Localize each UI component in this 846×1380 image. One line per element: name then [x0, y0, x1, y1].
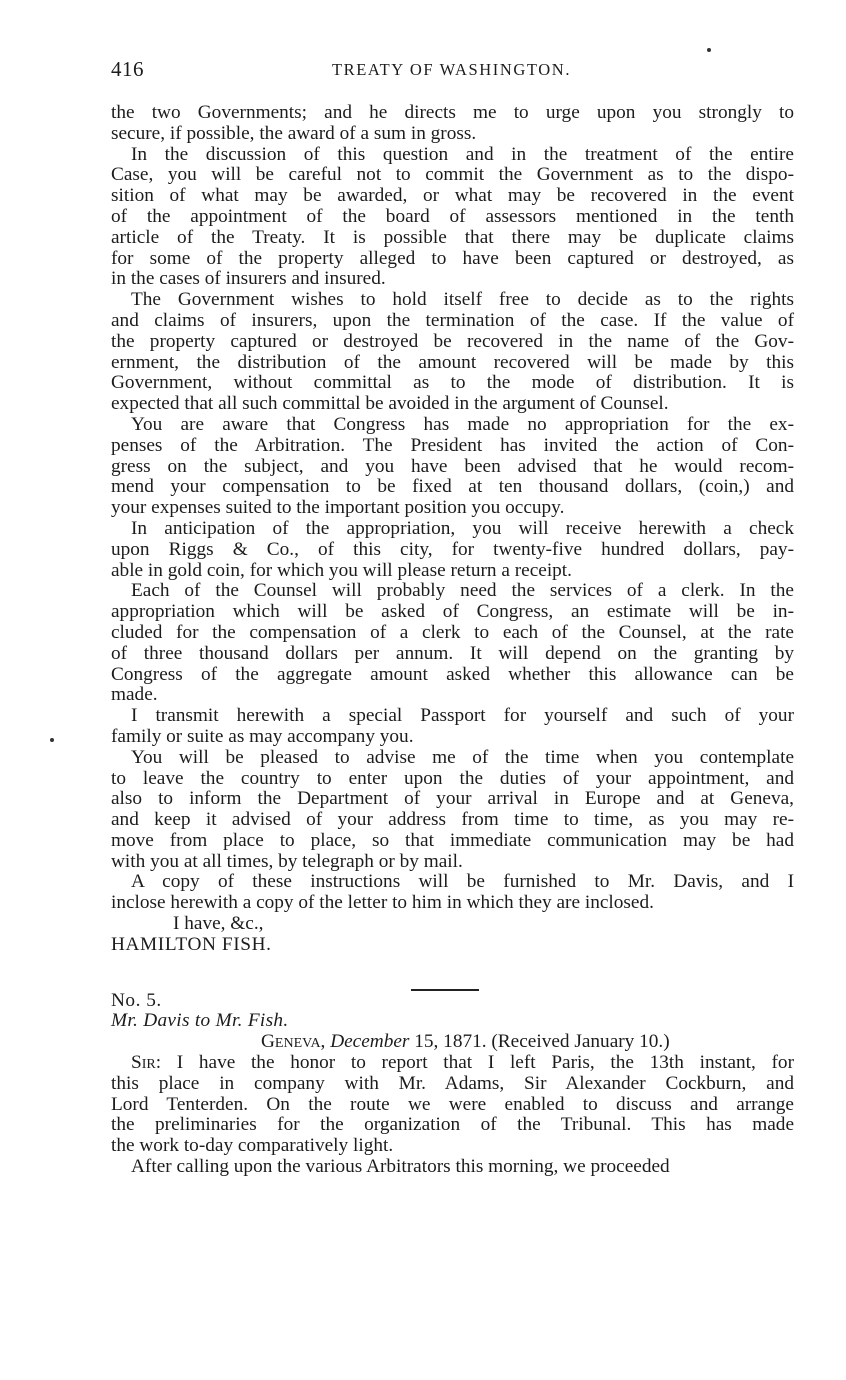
text-line: and keep it advised of your address from time to time, as you may re- [111, 809, 794, 831]
text-line: Case, you will be careful not to commit the Government as to the dispo- [111, 164, 794, 186]
text-line: made. [111, 684, 158, 706]
text-line: secure, if possible, the award of a sum in gross. [111, 122, 477, 144]
dateline [111, 1032, 794, 1053]
text-line: penses of the Arbitration. The President has invited the action of Con- [111, 434, 794, 456]
letter-closing: I have, &c., [173, 913, 264, 935]
text-line: of three thousand dollars per annum. It will depend on the granting by [111, 642, 794, 664]
text-line [111, 1053, 794, 1074]
text-line: and claims of insurers, upon the termination of the case. If the value of [111, 309, 794, 331]
text-line: for some of the property alleged to have been captured or destroyed, as [111, 247, 794, 269]
text-line: inclose herewith a copy of the letter to him in which they are inclosed. [111, 892, 654, 914]
text-line: The Government wishes to hold itself free to decide as to the rights [131, 289, 794, 311]
text-line-content: : I have the honor to report that I left Paris, the 13th instant, for [155, 1052, 794, 1074]
text-line: this place in company with Mr. Adams, Sir Alexander Cockburn, and [111, 1072, 794, 1094]
text-line: in the cases of insurers and insured. [111, 268, 386, 290]
text-line: Congress of the aggregate amount asked whether this allowance can be [111, 663, 794, 685]
page-number: 416 [111, 57, 144, 81]
text-line: able in gold coin, for which you will please return a receipt. [111, 559, 572, 581]
text-line: cluded for the compensation of a clerk to each of the Counsel, at the rate [111, 621, 794, 643]
text-line: You are aware that Congress has made no appropriation for the ex- [131, 413, 794, 435]
text-line: also to inform the Department of your arrival in Europe and at Geneva, [111, 788, 794, 810]
running-title: TREATY OF WASHINGTON. [331, 60, 572, 79]
text-line: You will be pleased to advise me of the time when you contemplate [131, 746, 794, 768]
speck-mark [707, 48, 711, 52]
document-body [111, 1053, 794, 1178]
section-divider [411, 989, 479, 991]
salutation: Sir [131, 1052, 156, 1074]
text-line: to leave the country to enter upon the duties of your appointment, and [111, 767, 794, 789]
page-body [111, 103, 794, 1178]
text-line: In the discussion of this question and in the treatment of the entire [131, 143, 794, 165]
text-line: sition of what may be awarded, or what may be recovered in the event [111, 185, 794, 207]
text-line: I transmit herewith a special Passport for yourself and such of your [131, 705, 794, 727]
text-line: family or suite as may accompany you. [111, 725, 414, 747]
running-header [111, 57, 792, 83]
text-line: Lord Tenterden. On the route we were enabled to discuss and arrange [111, 1093, 794, 1115]
text-line: your expenses suited to the important position you occupy. [111, 497, 565, 519]
text-line: gress on the subject, and you have been advised that he would recom- [111, 455, 794, 477]
text-line: of the appointment of the board of assessors mentioned in the tenth [111, 205, 794, 227]
text-line: the two Governments; and he directs me to urge upon you strongly to [111, 102, 794, 123]
dateline-month: December [330, 1031, 410, 1053]
text-line: Each of the Counsel will probably need the services of a clerk. In the [131, 580, 794, 602]
text-line: expected that all such committal be avoided in the argument of Counsel. [111, 393, 669, 415]
text-line: After calling upon the various Arbitrators this morning, we proceeded [131, 1156, 670, 1178]
document-title: Mr. Davis to Mr. Fish. [111, 1010, 289, 1032]
text-line: upon Riggs & Co., of this city, for twenty-five hundred dollars, pay- [111, 538, 794, 560]
speck-mark [50, 738, 54, 742]
text-line: with you at all times, by telegraph or by mail. [111, 850, 463, 872]
dateline-rest: 15, 1871. (Received January 10.) [409, 1031, 670, 1053]
text-line: the preliminaries for the organization of the Tribunal. This has made [111, 1114, 794, 1136]
text-line: appropriation which will be asked of Congress, an estimate will be in- [111, 601, 794, 623]
document-number: No. 5. [111, 989, 162, 1011]
text-line: mend your compensation to be fixed at ten thousand dollars, (coin,) and [111, 476, 794, 498]
letter-body [111, 103, 794, 914]
text-line: the work to-day comparatively light. [111, 1135, 394, 1157]
text-line: In anticipation of the appropriation, you will receive herewith a check [131, 517, 794, 539]
text-line: the property captured or destroyed be recovered in the name of the Gov- [111, 330, 794, 352]
text-line: Government, without committal as to the mode of distribution. It is [111, 372, 794, 394]
text-line: article of the Treaty. It is possible that there may be duplicate claims [111, 226, 794, 248]
text-line: move from place to place, so that immediate communication may be had [111, 829, 794, 851]
text-line: ernment, the distribution of the amount recovered will be made by this [111, 351, 794, 373]
letter-signature: HAMILTON FISH. [111, 933, 272, 955]
dateline-place: Geneva, [261, 1031, 326, 1053]
text-line: A copy of these instructions will be furnished to Mr. Davis, and I [131, 871, 794, 893]
